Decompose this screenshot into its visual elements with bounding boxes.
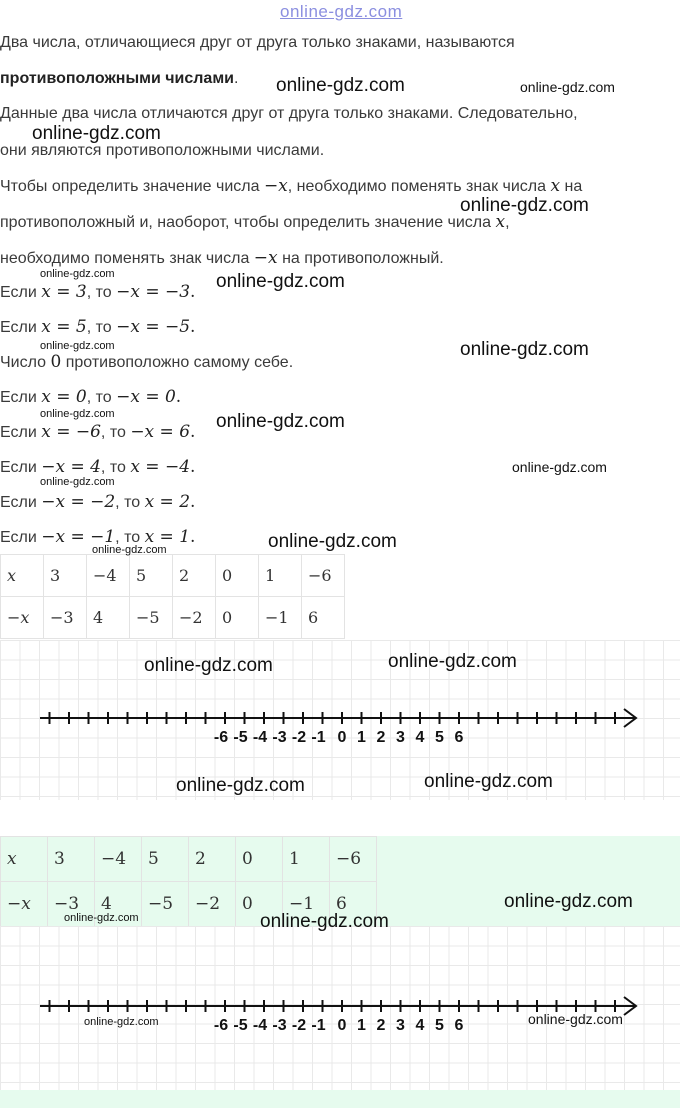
example-if: x = 3 [41, 282, 87, 302]
watermark: online-gdz.com [40, 268, 115, 280]
math-zero: 0 [50, 352, 62, 372]
watermark: online-gdz.com [92, 544, 167, 556]
table-cell: 5 [130, 555, 173, 597]
tick-label: -6 [213, 729, 229, 746]
table-cell: 6 [330, 882, 377, 927]
example-then: x = 1 [144, 527, 191, 547]
table-cell: 5 [142, 837, 189, 882]
period: . [190, 527, 196, 547]
tick-label: 6 [454, 1017, 464, 1034]
text-part: противоположный и, наоборот, чтобы определить значение числа [0, 214, 496, 231]
table-cell: 2 [189, 837, 236, 882]
number-line-1 [0, 640, 680, 800]
green-bottom-band [0, 1090, 680, 1108]
tick-label: -6 [213, 1017, 229, 1034]
tick-label: -5 [233, 729, 248, 746]
paragraph-conclusion-line1: Данные два числа отличаются друг от друга только знаками. Следовательно, [0, 105, 578, 122]
tick-label: 6 [454, 729, 464, 746]
example-3 [0, 387, 181, 407]
tick-label: -2 [291, 729, 307, 746]
paragraph-rule-line2 [0, 212, 510, 232]
watermark: online-gdz.com [40, 340, 115, 352]
example-6 [0, 492, 195, 512]
table-cell: 4 [87, 597, 130, 639]
watermark-top[interactable]: online-gdz.com [280, 2, 403, 21]
tick-label: 2 [376, 729, 386, 746]
to: , то [100, 459, 131, 476]
table-cell: 4 [95, 882, 142, 927]
watermark: online-gdz.com [512, 459, 607, 475]
table-cell: 0 [216, 555, 259, 597]
watermark: online-gdz.com [460, 339, 589, 360]
example-then: x = 2 [144, 492, 191, 512]
example-then: −x = −3 [116, 282, 191, 302]
example-if: −x = −2 [41, 492, 116, 512]
period: . [190, 317, 196, 337]
watermark: online-gdz.com [176, 775, 305, 796]
table-cell: 3 [48, 837, 95, 882]
esli: Если [0, 529, 42, 546]
watermark: online-gdz.com [268, 531, 397, 552]
table-cell: 1 [283, 837, 330, 882]
values-table-1 [0, 554, 345, 639]
watermark: online-gdz.com [84, 1016, 159, 1028]
table-row-neg-x [1, 597, 345, 639]
text-part: необходимо поменять знак числа [0, 250, 254, 267]
to: , то [86, 284, 117, 301]
watermark: online-gdz.com [424, 771, 553, 792]
math-x: x [495, 212, 506, 232]
to: , то [115, 494, 145, 511]
watermark: online-gdz.com [40, 408, 115, 420]
watermark: online-gdz.com [40, 476, 115, 488]
example-if: x = 5 [41, 317, 87, 337]
paragraph-rule-line1 [0, 176, 582, 196]
example-2 [0, 317, 195, 337]
esli: Если [0, 319, 42, 336]
watermark: online-gdz.com [32, 123, 161, 144]
table-cell: −1 [283, 882, 330, 927]
example-then: −x = −5 [116, 317, 191, 337]
table-row-x [1, 555, 345, 597]
text-part: на противоположный. [277, 250, 444, 267]
to: , то [86, 389, 117, 406]
paragraph-definition-line1: Два числа, отличающиеся друг от друга только знаками, называются [0, 34, 515, 51]
esli: Если [0, 459, 42, 476]
zero-statement [0, 352, 293, 372]
tick-label: -5 [233, 1017, 248, 1034]
table-cell: −1 [259, 597, 302, 639]
row-label-x [1, 555, 44, 597]
tick-label: 5 [435, 1017, 444, 1034]
watermark: online-gdz.com [504, 891, 633, 912]
example-1 [0, 282, 195, 302]
example-4 [0, 422, 195, 442]
label: −x [7, 608, 30, 627]
table-cell: −6 [302, 555, 345, 597]
math-x: x [550, 176, 561, 196]
paragraph-rule-line3 [0, 248, 444, 268]
row-label-neg-x [1, 882, 48, 927]
example-then: x = −4 [130, 457, 191, 477]
table-cell: −5 [142, 882, 189, 927]
table-cell: −2 [173, 597, 216, 639]
row-label-neg-x [1, 597, 44, 639]
label: x [7, 849, 17, 869]
to: , то [115, 529, 145, 546]
text-part: противоположно самому себе. [61, 354, 294, 371]
esli: Если [0, 284, 42, 301]
label: −x [7, 894, 31, 914]
tick-label: -2 [291, 1017, 307, 1034]
tick-label: -3 [272, 729, 287, 746]
label: x [7, 566, 17, 585]
example-5 [0, 457, 195, 477]
example-if: −x = 4 [41, 457, 101, 477]
tick-label: 0 [337, 1017, 347, 1034]
table-cell: −4 [87, 555, 130, 597]
tick-label: 3 [396, 729, 405, 746]
watermark: online-gdz.com [276, 75, 405, 96]
tick-label: 4 [415, 729, 425, 746]
tick-label: 4 [415, 1017, 425, 1034]
watermark: online-gdz.com [528, 1011, 623, 1027]
tick-label: 5 [435, 729, 444, 746]
table-cell: 6 [302, 597, 345, 639]
table-cell: 3 [44, 555, 87, 597]
tick-label: -4 [252, 729, 268, 746]
table-row-x [1, 837, 377, 882]
table-cell: 1 [259, 555, 302, 597]
tick-label: 2 [376, 1017, 386, 1034]
watermark: online-gdz.com [460, 195, 589, 216]
grid-paper-1 [0, 640, 680, 800]
esli: Если [0, 424, 42, 441]
watermark: online-gdz.com [260, 911, 389, 932]
table-cell: 0 [236, 837, 283, 882]
table-cell: 2 [173, 555, 216, 597]
text-part: , необходимо поменять знак числа [287, 178, 551, 195]
watermark: online-gdz.com [144, 655, 273, 676]
math-neg-x: −x [263, 176, 288, 196]
table-cell: −2 [189, 882, 236, 927]
period: . [175, 387, 182, 407]
example-then: −x = 6 [130, 422, 191, 442]
text-part: на [560, 178, 583, 195]
tick-label: -1 [311, 729, 326, 746]
text-part: Число [0, 354, 51, 371]
tick-label: 0 [337, 729, 347, 746]
example-if: x = 0 [41, 387, 87, 407]
table-cell: −3 [44, 597, 87, 639]
table-cell: 0 [216, 597, 259, 639]
watermark: online-gdz.com [388, 651, 517, 672]
watermark: online-gdz.com [64, 912, 139, 924]
paragraph-definition-line2 [0, 70, 238, 88]
tick-label: -4 [252, 1017, 268, 1034]
esli: Если [0, 494, 42, 511]
number-line-2 [0, 926, 680, 1090]
period: . [190, 457, 196, 477]
table-cell: 0 [236, 882, 283, 927]
table-cell: −5 [130, 597, 173, 639]
text-part: Чтобы определить значение числа [0, 178, 264, 195]
to: , то [100, 424, 131, 441]
period: . [233, 70, 239, 87]
tick-label: -1 [311, 1017, 326, 1034]
tick-label: 1 [357, 729, 366, 746]
term-opposite-numbers: противоположными числами [0, 70, 234, 87]
table-cell: −6 [330, 837, 377, 882]
table-cell: −3 [48, 882, 95, 927]
example-if: −x = −1 [41, 527, 116, 547]
paragraph-conclusion-line2: они являются противоположными числами. [0, 142, 325, 159]
tick-label: -3 [272, 1017, 287, 1034]
tick-label: 1 [357, 1017, 366, 1034]
period: . [190, 282, 196, 302]
grid-paper-2 [0, 926, 680, 1090]
example-if: x = −6 [41, 422, 101, 442]
math-neg-x: −x [253, 248, 278, 268]
tick-label: 3 [396, 1017, 405, 1034]
period: . [190, 422, 196, 442]
text-part: , [505, 214, 510, 231]
example-then: −x = 0 [116, 387, 176, 407]
period: . [190, 492, 196, 512]
watermark: online-gdz.com [520, 79, 615, 95]
watermark: online-gdz.com [216, 411, 345, 432]
to: , то [86, 319, 117, 336]
esli: Если [0, 389, 42, 406]
table-cell: −4 [95, 837, 142, 882]
watermark: online-gdz.com [216, 271, 345, 292]
row-label-x [1, 837, 48, 882]
